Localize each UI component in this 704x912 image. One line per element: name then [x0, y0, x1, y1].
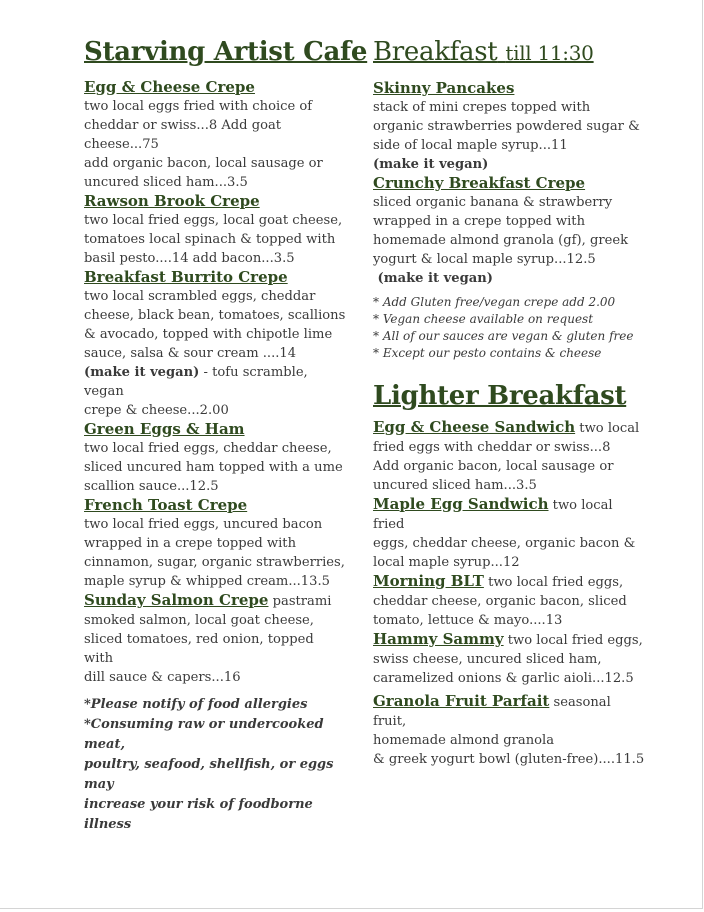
- item-desc-line: wrapped in a crepe topped with: [373, 214, 586, 229]
- item-desc-line: wrapped in a crepe topped with: [84, 536, 297, 551]
- item-desc-line: basil pesto....14 add bacon...3.5: [84, 251, 295, 266]
- item-desc-line: cheese, black bean, tomatoes, scallions: [84, 308, 346, 323]
- menu-item-egg-cheese-sandwich: [373, 418, 645, 495]
- item-desc-line: Add organic bacon, local sausage or: [373, 459, 614, 474]
- item-desc-line: uncured sliced ham...3.5: [373, 478, 537, 493]
- item-desc-line: sliced uncured ham topped with a ume: [84, 460, 343, 475]
- menu-item-morning-blt: [373, 572, 645, 630]
- item-desc-line: yogurt & local maple syrup...12.5: [373, 252, 596, 267]
- item-name: Green Eggs & Ham: [84, 420, 245, 438]
- allergy-line: *Please notify of food allergies: [84, 697, 308, 712]
- item-name: Maple Egg Sandwich: [373, 495, 549, 513]
- item-heading-line: [373, 418, 645, 438]
- item-desc-inline: two local fried eggs,: [483, 575, 624, 590]
- item-desc-line: tomatoes local spinach & topped with: [84, 232, 336, 247]
- item-desc-line: stack of mini crepes topped with: [373, 100, 591, 115]
- item-desc-line: sliced tomatoes, red onion, topped with: [84, 632, 314, 666]
- allergy-notice: [84, 695, 346, 835]
- menu-item-hammy-sammy: [373, 630, 645, 688]
- item-heading-line: [373, 572, 645, 592]
- item-desc-line: & avocado, topped with chipotle lime: [84, 327, 333, 342]
- menu-item-granola-fruit-parfait: [373, 692, 645, 769]
- item-heading-line: [373, 692, 645, 731]
- menu-item-sunday-salmon-crepe: [84, 591, 346, 687]
- item-desc-line: fried eggs with cheddar or swiss...8: [373, 440, 611, 455]
- item-desc-line: cinnamon, sugar, organic strawberries,: [84, 555, 345, 570]
- menu-item-french-toast-crepe: [84, 496, 346, 591]
- vegan-option: [373, 269, 645, 288]
- item-desc-line: two local fried eggs, uncured bacon: [84, 517, 323, 532]
- breakfast-hours: till 11:30: [505, 41, 594, 65]
- item-heading-line: [84, 591, 346, 611]
- item-desc-line: eggs, cheddar cheese, organic bacon &: [373, 536, 636, 551]
- note-line: * Add Gluten free/vegan crepe add 2.00: [373, 295, 616, 309]
- note-line: * Vegan cheese available on request: [373, 312, 594, 326]
- vegan-option: [373, 155, 645, 174]
- menu-notes: [373, 294, 645, 362]
- item-heading-line: [373, 495, 645, 534]
- item-desc-line: scallion sauce...12.5: [84, 479, 219, 494]
- item-desc-line: smoked salmon, local goat cheese,: [84, 613, 314, 628]
- item-name: Morning BLT: [373, 572, 484, 590]
- item-desc-line: swiss cheese, uncured sliced ham,: [373, 652, 602, 667]
- breakfast-title: [373, 36, 645, 69]
- item-desc-line: side of local maple syrup...11: [373, 138, 568, 153]
- item-name: Breakfast Burrito Crepe: [84, 268, 288, 286]
- menu-item-crunchy-breakfast-crepe: [373, 174, 645, 288]
- vegan-label: (make it vegan): [84, 365, 200, 380]
- vegan-label: (make it vegan): [373, 157, 489, 172]
- item-name: Rawson Brook Crepe: [84, 192, 260, 210]
- item-desc-line: cheddar or swiss...8 Add goat cheese...75: [84, 118, 282, 152]
- item-desc-line: two local fried eggs, local goat cheese,: [84, 213, 343, 228]
- item-desc-line: & greek yogurt bowl (gluten-free)....11.5: [373, 752, 645, 767]
- item-desc-line: two local scrambled eggs, cheddar: [84, 289, 316, 304]
- item-desc-inline: seasonal fruit,: [373, 695, 611, 729]
- item-desc-line: two local fried eggs, cheddar cheese,: [84, 441, 332, 456]
- item-desc-inline: two local: [575, 421, 640, 436]
- item-name: Egg & Cheese Sandwich: [373, 418, 576, 436]
- item-name: Sunday Salmon Crepe: [84, 591, 269, 609]
- menu-item-skinny-pancakes: [373, 79, 645, 174]
- lighter-breakfast-title: Lighter Breakfast: [373, 381, 627, 411]
- item-desc-line: uncured sliced ham...3.5: [84, 175, 248, 190]
- right-column: [373, 36, 645, 769]
- item-name: French Toast Crepe: [84, 496, 248, 514]
- breakfast-heading: Breakfast: [373, 37, 498, 67]
- item-desc-line: caramelized onions & garlic aioli...12.5: [373, 671, 634, 686]
- item-name: Egg & Cheese Crepe: [84, 78, 255, 96]
- item-desc-line: organic strawberries powdered sugar &: [373, 119, 640, 134]
- allergy-line: poultry, seafood, shellfish, or eggs may: [84, 757, 334, 792]
- vegan-desc: - tofu scramble, vegan: [84, 365, 308, 399]
- note-line: * Except our pesto contains & cheese: [373, 346, 602, 360]
- item-desc-inline: two local fried: [373, 498, 613, 532]
- item-desc-inline: two local fried eggs,: [503, 633, 643, 648]
- item-name: Crunchy Breakfast Crepe: [373, 174, 586, 192]
- menu-item-breakfast-burrito-crepe: [84, 268, 346, 420]
- menu-item-green-eggs-ham: [84, 420, 346, 496]
- vegan-label: (make it vegan): [373, 271, 493, 286]
- item-desc-line: sauce, salsa & sour cream ....14: [84, 346, 297, 361]
- vegan-option: [84, 363, 346, 401]
- item-desc-line: tomato, lettuce & mayo....13: [373, 613, 563, 628]
- item-desc-line: homemade almond granola (gf), greek: [373, 233, 629, 248]
- item-desc-inline: pastrami: [268, 594, 332, 609]
- item-desc-line: cheddar cheese, organic bacon, sliced: [373, 594, 627, 609]
- item-name: Hammy Sammy: [373, 630, 504, 648]
- item-name: Skinny Pancakes: [373, 79, 515, 97]
- note-line: * All of our sauces are vegan & gluten free: [373, 329, 634, 343]
- item-desc-line: homemade almond granola: [373, 733, 555, 748]
- menu-item-rawson-brook-crepe: [84, 192, 346, 268]
- item-name: Granola Fruit Parfait: [373, 692, 550, 710]
- menu-item-maple-egg-sandwich: [373, 495, 645, 572]
- cafe-title: Starving Artist Cafe: [84, 37, 368, 67]
- item-desc-line: dill sauce & capers...16: [84, 670, 241, 685]
- item-desc-line: crepe & cheese...2.00: [84, 403, 229, 418]
- item-desc-line: sliced organic banana & strawberry: [373, 195, 613, 210]
- left-column: [84, 36, 368, 835]
- item-desc-line: add organic bacon, local sausage or: [84, 156, 323, 171]
- item-heading-line: [373, 630, 645, 650]
- menu-item-egg-cheese-crepe: [84, 78, 346, 192]
- allergy-line: increase your risk of foodborne illness: [84, 797, 313, 832]
- item-desc-line: two local eggs fried with choice of: [84, 99, 313, 114]
- item-desc-line: maple syrup & whipped cream...13.5: [84, 574, 330, 589]
- allergy-line: *Consuming raw or undercooked meat,: [84, 717, 324, 752]
- item-desc-line: local maple syrup...12: [373, 555, 520, 570]
